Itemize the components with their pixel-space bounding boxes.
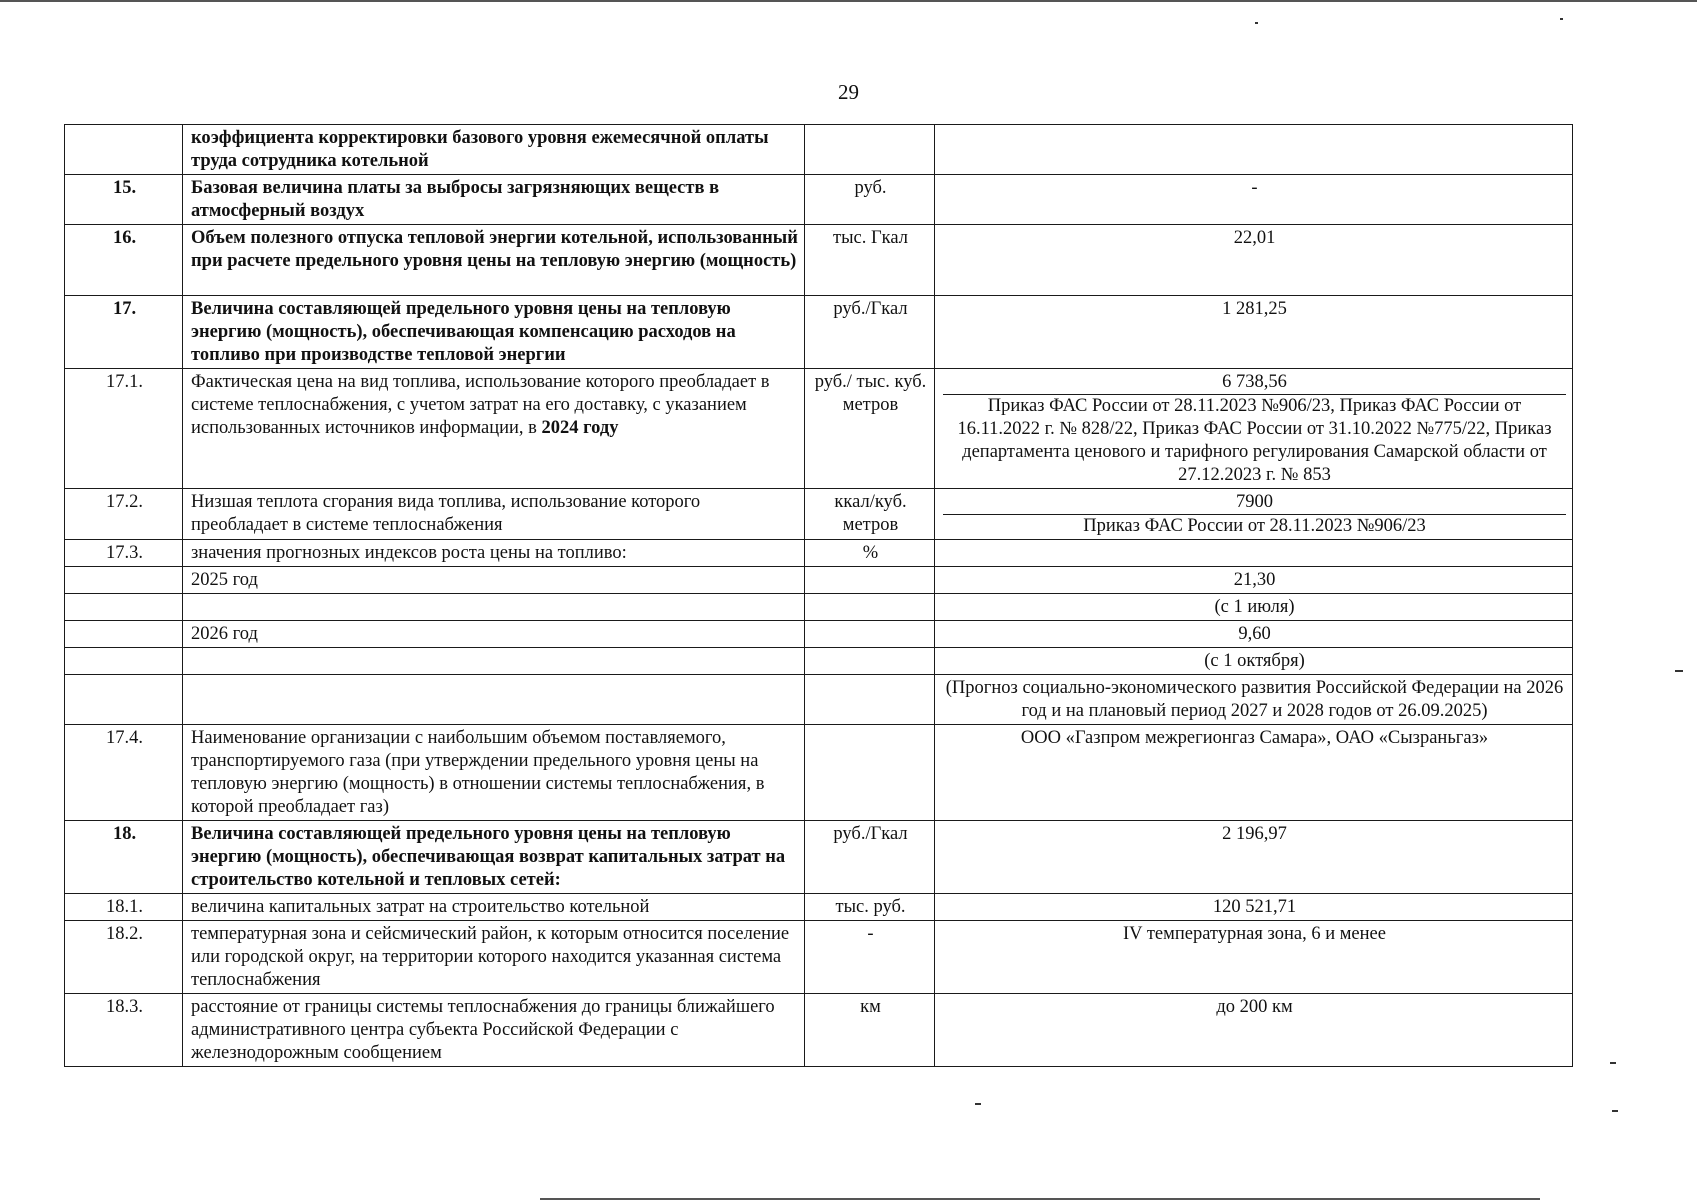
row-number: 15. [65,175,183,225]
scan-speck [1255,22,1258,24]
scan-speck [1560,18,1563,20]
row-name: Величина составляющей предельного уровня цены на тепловую энергию (мощность), обеспечивающая возврат капитальных затрат на строительство котельной и тепловых сетей: [183,821,805,894]
row-source: Приказ ФАС России от 28.11.2023 №906/23, Приказ ФАС России от 16.11.2022 г. № 828/22, Приказ ФАС России от 31.10.2022 №775/22, Приказ департамента ценового и тарифного регулирования Самарской области от 27.12.2023 г. № 853 [957,396,1552,485]
row-name: величина капитальных затрат на строительство котельной [183,894,805,921]
row-number: 17. [65,296,183,369]
scan-speck [975,1103,981,1105]
row-number: 16. [65,225,183,296]
row-value: до 200 км [935,994,1573,1067]
table-row [65,175,1573,225]
row-name: Базовая величина платы за выбросы загрязняющих веществ в атмосферный воздух [183,175,805,225]
row-unit: % [805,540,935,567]
row-value: 7900 [943,491,1566,515]
table-row [65,369,1573,489]
row-number: 18.3. [65,994,183,1067]
row-name: Наименование организации с наибольшим объемом поставляемого, транспортируемого газа (при утверждении предельного уровня цены на тепловую энергию (мощность) в отношении системы теплоснабжения, в которой преобладает газ) [183,725,805,821]
row-value-cell [935,369,1573,489]
row-value [935,540,1573,567]
row-number: 17.1. [65,369,183,489]
row-name: Объем полезного отпуска тепловой энергии котельной, использованный при расчете предельного уровня цены на тепловую энергию (мощность) [183,225,805,296]
row-value: IV температурная зона, 6 и менее [935,921,1573,994]
table-row [65,648,1573,675]
page-number: 29 [838,80,859,104]
row-number: 17.4. [65,725,183,821]
row-unit: руб./ тыс. куб. метров [805,369,935,489]
row-unit: ккал/куб. метров [805,489,935,540]
row-name: температурная зона и сейсмический район, к которым относится поселение или городской округ, на территории которого находится указанная система теплоснабжения [183,921,805,994]
row-value-cell [935,489,1573,540]
year-value: 21,30 [935,567,1573,594]
row-name: значения прогнозных индексов роста цены на топливо: [183,540,805,567]
year-note: (с 1 октября) [935,648,1573,675]
table-row [65,125,1573,175]
table-row [65,921,1573,994]
table-row [65,675,1573,725]
row-unit: руб./Гкал [805,821,935,894]
table-row [65,296,1573,369]
row-value: 1 281,25 [935,296,1573,369]
row-unit: тыс. руб. [805,894,935,921]
table-row [65,567,1573,594]
row-number: 18. [65,821,183,894]
table-row [65,489,1573,540]
scan-speck [1610,1062,1616,1064]
table-row [65,621,1573,648]
table-row [65,725,1573,821]
row-value [935,125,1573,175]
row-value: 22,01 [935,225,1573,296]
row-name: Низшая теплота сгорания вида топлива, использование которого преобладает в системе теплоснабжения [183,489,805,540]
row-source: Приказ ФАС России от 28.11.2023 №906/23 [1083,516,1426,536]
row-name: Величина составляющей предельного уровня цены на тепловую энергию (мощность), обеспечивающая компенсацию расходов на топливо при производстве тепловой энергии [183,296,805,369]
row-value: 6 738,56 [943,371,1566,395]
table-row [65,994,1573,1067]
row-value: - [935,175,1573,225]
row-unit [805,725,935,821]
row-number: 18.1. [65,894,183,921]
row-name: Фактическая цена на вид топлива, использование которого преобладает в системе теплоснабжения, с учетом затрат на его доставку, с указанием использованных источников информации, в [191,372,770,438]
row-value: ООО «Газпром межрегионгаз Самара», ОАО «Сызраньгаз» [935,725,1573,821]
row-unit: тыс. Гкал [805,225,935,296]
row-unit: руб./Гкал [805,296,935,369]
table-row [65,594,1573,621]
forecast-source: (Прогноз социально-экономического развития Российской Федерации на 2026 год и на плановый период 2027 и 2028 годов от 26.09.2025) [935,675,1573,725]
year-value: 9,60 [935,621,1573,648]
row-name-year: 2024 году [541,418,619,438]
row-unit [805,125,935,175]
scan-edge-top [0,0,1697,2]
row-unit: - [805,921,935,994]
year-label: 2025 год [183,567,805,594]
row-name: расстояние от границы системы теплоснабжения до границы ближайшего административного центра субъекта Российской Федерации с железнодорожным сообщением [183,994,805,1067]
tariff-table [64,124,1573,1067]
scan-speck [1612,1110,1618,1112]
row-value: 120 521,71 [935,894,1573,921]
year-label: 2026 год [183,621,805,648]
year-note: (с 1 июля) [935,594,1573,621]
table-row [65,540,1573,567]
row-number: 17.3. [65,540,183,567]
row-number: 17.2. [65,489,183,540]
row-name: коэффициента корректировки базового уровня ежемесячной оплаты труда сотрудника котельной [183,125,805,175]
table-row [65,225,1573,296]
scan-speck [1675,670,1683,672]
row-unit: руб. [805,175,935,225]
row-value: 2 196,97 [935,821,1573,894]
row-number: 18.2. [65,921,183,994]
row-name-cell [183,369,805,489]
row-unit: км [805,994,935,1067]
table-row [65,821,1573,894]
table-row [65,894,1573,921]
row-number [65,125,183,175]
